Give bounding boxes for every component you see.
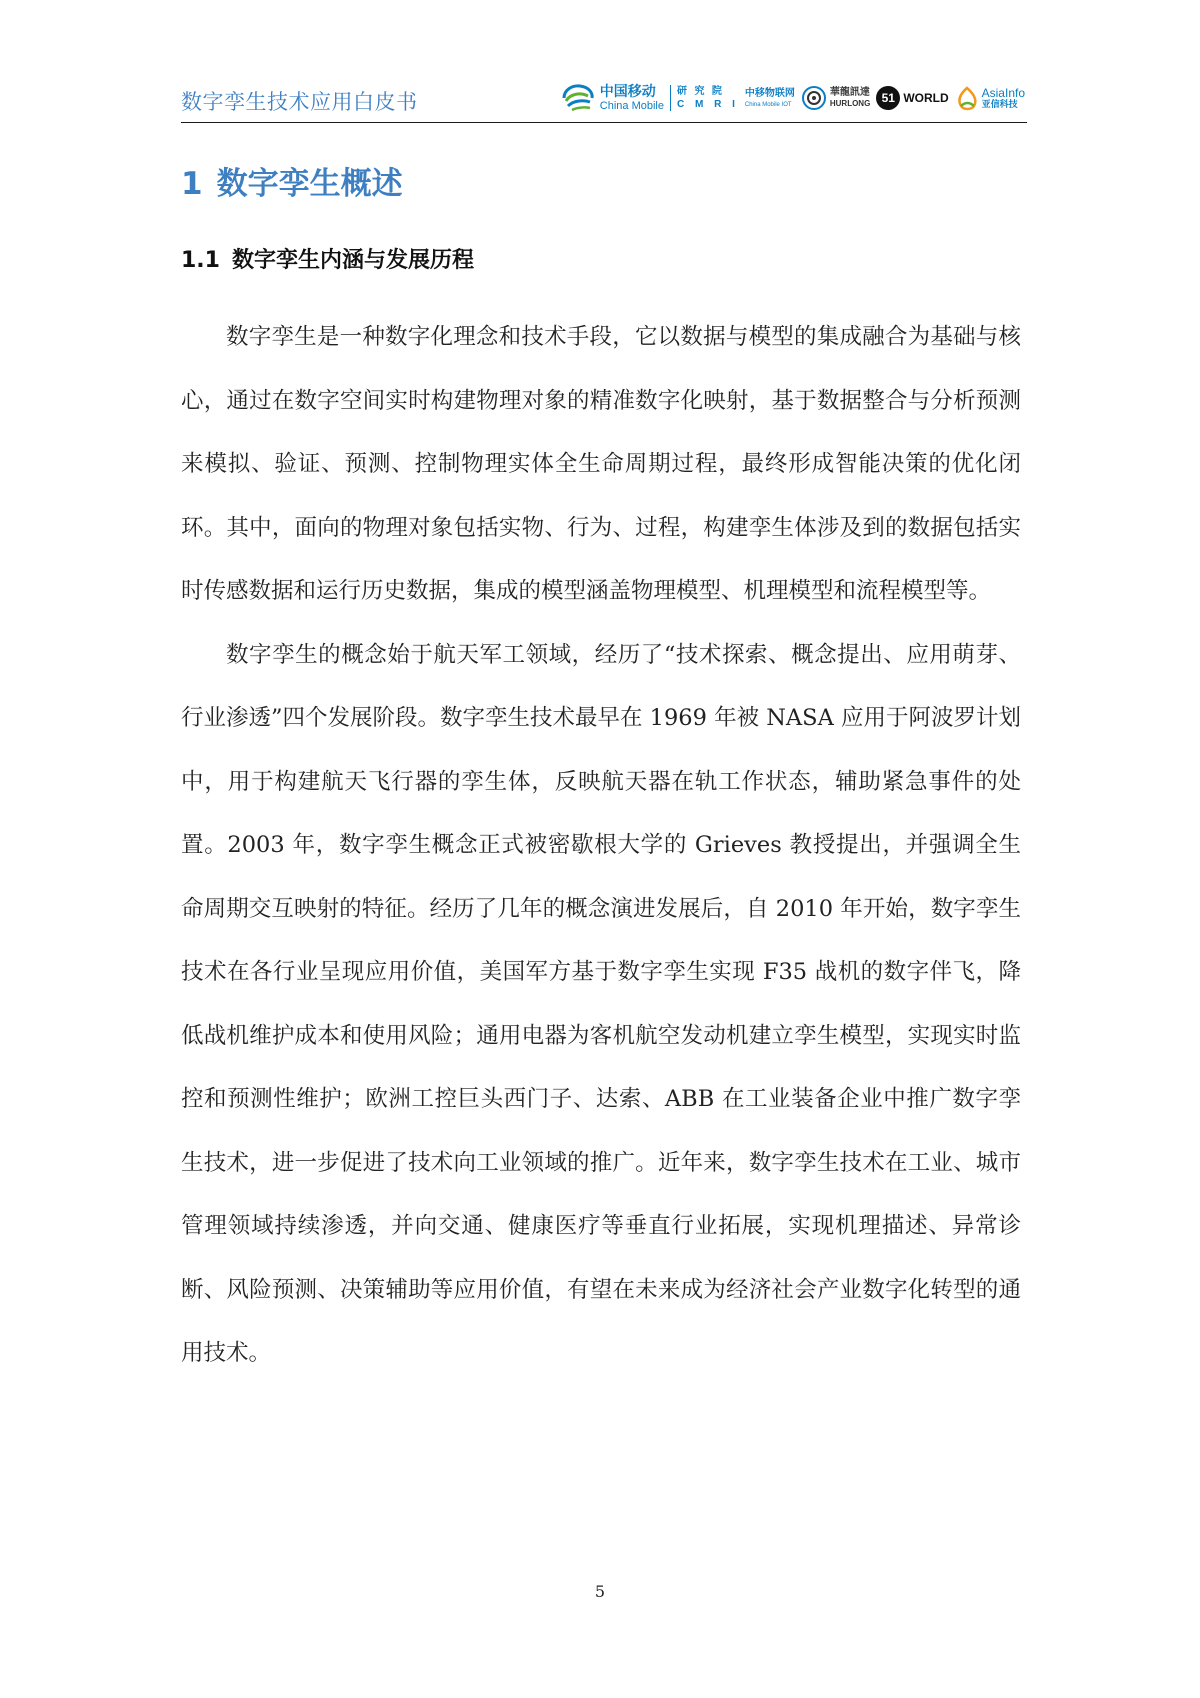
hurlong-logo bbox=[801, 85, 870, 111]
section-number: 1 bbox=[181, 166, 203, 202]
cmri-en: C M R I bbox=[676, 98, 739, 110]
page-number: 5 bbox=[594, 1582, 606, 1601]
paragraph: 数字孪生是一种数字化理念和技术手段，它以数据与模型的集成融合为基础与核心，通过在数字空间实时构建物理对象的精准数字化映射，基于数据整合与分析预测来模拟、验证、预测、控制物理实体全生命周期过程，最终形成智能决策的优化闭环。其中，面向的物理对象包括实物、行为、过程，构建孪生体涉及到的数据包括实时传感数据和运行历史数据，集成的模型涵盖物理模型、机理模型和流程模型等。 bbox=[181, 324, 1021, 604]
51-badge: 51 bbox=[876, 86, 900, 110]
page-header bbox=[181, 70, 1027, 123]
hurlong-emblem-icon bbox=[801, 85, 827, 111]
section-heading bbox=[181, 158, 403, 203]
hurlong-cn: 華龍訊達 bbox=[829, 87, 870, 98]
cmri-logo bbox=[677, 87, 739, 110]
subsection-number: 1.1 bbox=[181, 248, 220, 273]
paragraph: 数字孪生的概念始于航天军工领域，经历了“技术探索、概念提出、应用萌芽、行业渗透”四个发展阶段。数字孪生技术最早在 1969 年被 NASA 应用于阿波罗计划中，用于构建航天飞行器的孪生体，反映航天器在轨工作状态，辅助紧急事件的处置。2003 年，数字孪生概念正式被密歇根大学的 Grieves 教授提出，并强调全生命周期交互映射的特征。经历了几年的概念演进发展后，自 2010 年开始，数字孪生技术在各行业呈现应用价值，美国军方基于数字孪生实现 F35 战机的数字伴飞，降低战机维护成本和使用风险；通用电器为客机航空发动机建立孪生模型，实现实时监控和预测性维护；欧洲工控巨头西门子、达索、ABB 在工业装备企业中推广数字孪生技术，进一步促进了技术向工业领域的推广。近年来，数字孪生技术在工业、城市管理领域持续渗透，并向交通、健康医疗等垂直行业拓展，实现机理描述、异常诊断、风险预测、决策辅助等应用价值，有望在未来成为经济社会产业数字化转型的通用技术。 bbox=[181, 641, 1021, 1366]
china-mobile-emblem-icon bbox=[560, 82, 596, 114]
body-text bbox=[181, 306, 1021, 1386]
asiainfo-en: AsiaInfo bbox=[981, 85, 1025, 100]
world-text: WORLD bbox=[903, 91, 949, 105]
subsection-heading bbox=[181, 243, 474, 274]
china-mobile-cn: 中国移动 bbox=[599, 83, 656, 100]
hurlong-en: HURLONG bbox=[829, 99, 871, 108]
asiainfo-emblem-icon bbox=[955, 85, 979, 111]
china-mobile-logo bbox=[560, 82, 664, 114]
cm-iot-logo bbox=[745, 89, 795, 108]
subsection-title: 数字孪生内涵与发展历程 bbox=[231, 248, 474, 273]
asiainfo-logo bbox=[955, 85, 1025, 111]
cm-iot-en: China Mobile IOT bbox=[744, 101, 792, 108]
header-title: 数字孪生技术应用白皮书 bbox=[181, 90, 418, 114]
section-title: 数字孪生概述 bbox=[216, 166, 403, 202]
china-mobile-en: China Mobile bbox=[599, 99, 664, 112]
partner-logos bbox=[560, 78, 1025, 118]
logo-separator bbox=[670, 85, 671, 111]
51world-logo bbox=[876, 86, 948, 110]
cm-iot-cn: 中移物联网 bbox=[744, 87, 795, 99]
asiainfo-cn: 亚信科技 bbox=[981, 99, 1018, 110]
cmri-cn: 研 究 院 bbox=[676, 85, 724, 97]
